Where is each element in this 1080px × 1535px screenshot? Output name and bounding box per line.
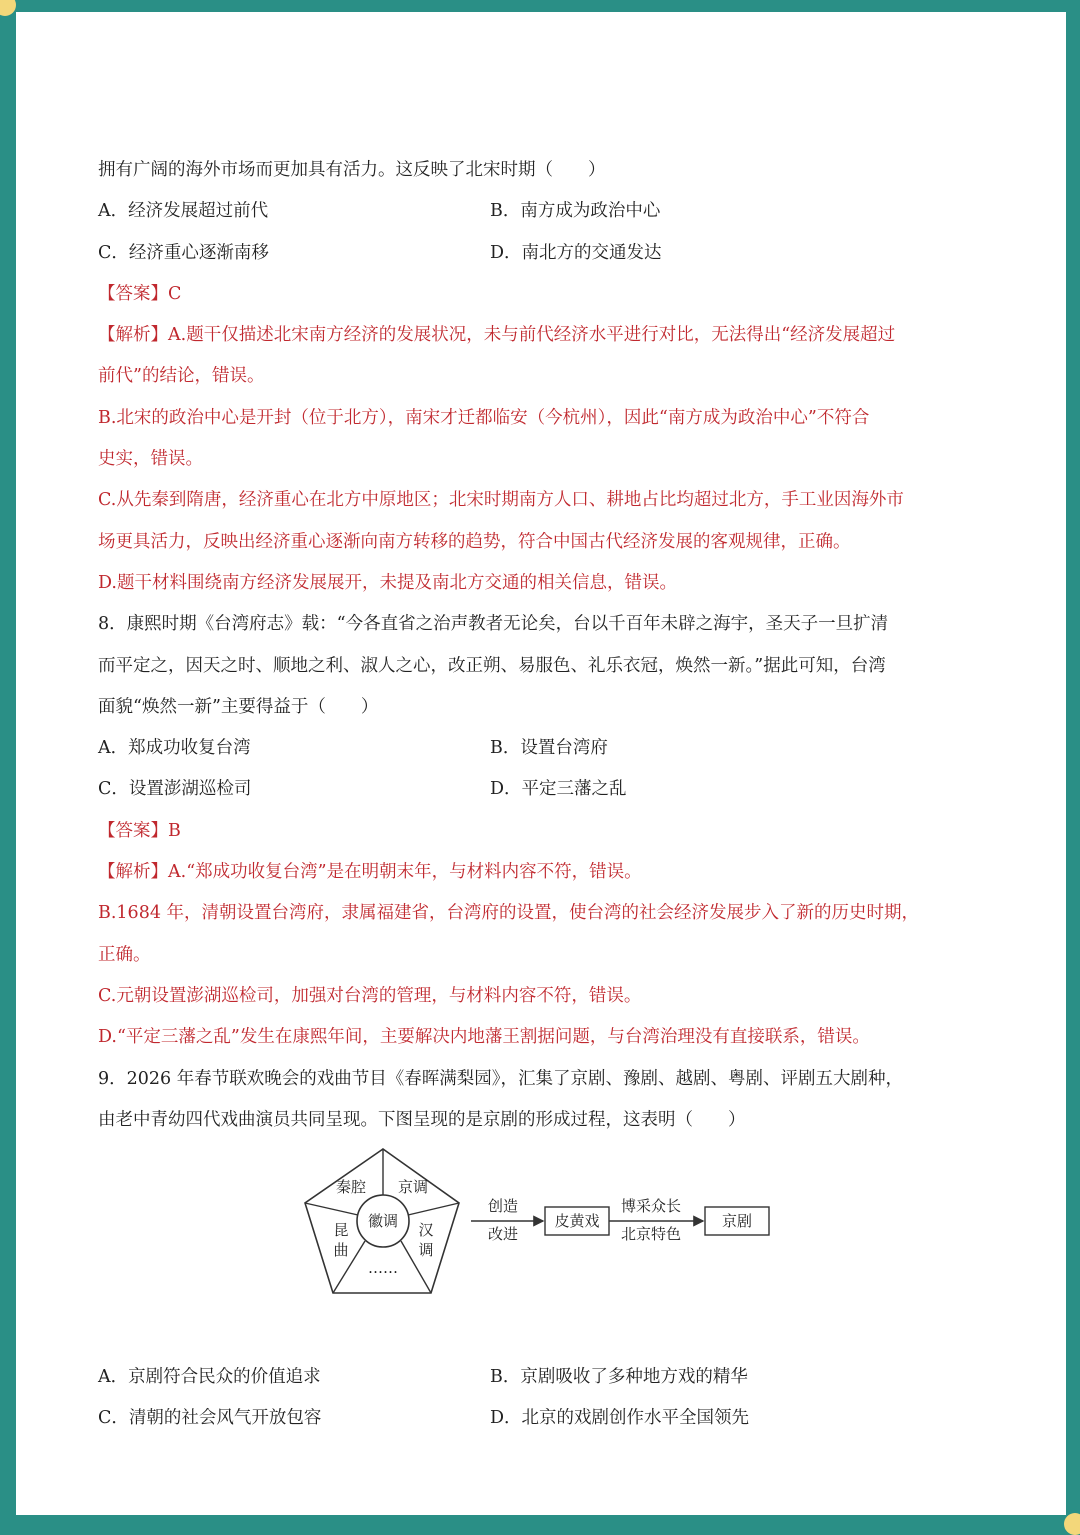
q8-option-b: B．设置台湾府 [490,738,608,759]
q7-analysis-line: 场更具活力，反映出经济重心逐渐向南方转移的趋势，符合中国古代经济发展的客观规律，正确。 [98,531,851,552]
q8-option-d: D．平定三藩之乱 [490,779,627,800]
answer-letter: B [168,820,181,841]
q9-option-c: C．清朝的社会风气开放包容 [98,1408,322,1429]
q9-stem-line: 由老中青幼四代戏曲演员共同呈现。下图呈现的是京剧的形成过程，这表明（ ） [98,1109,746,1130]
corner-decoration [0,0,16,16]
q8-analysis-line: B.1684 年，清朝设置台湾府，隶属福建省，台湾府的设置，使台湾的社会经济发展步入了新的历史时期， [98,903,920,924]
q9-stem-line: 9．2026 年春节联欢晚会的戏曲节目《春晖满梨园》，汇集了京剧、豫剧、越剧、粤剧、评剧五大剧种， [98,1068,903,1089]
q7-analysis-line: 史实，错误。 [98,449,203,470]
q7-analysis-line: 前代”的结论，错误。 [98,366,265,387]
diagram-svg [303,1145,783,1305]
diagram-label-diao: 调 [418,1241,434,1260]
box-pihuangxi-label: 皮黄戏 [554,1212,600,1231]
q8-analysis-line: 正确。 [98,944,151,965]
q8-options-row1 [98,728,988,769]
q7-option-b: B．南方成为政治中心 [490,201,661,222]
q7-option-c: C．经济重心逐渐南移 [98,242,269,263]
q9-option-b: B．京剧吸收了多种地方戏的精华 [490,1367,748,1388]
q8-stem-line: 8．康熙时期《台湾府志》载：“今各直省之治声教者无论矣，台以千百年未辟之海宇，圣天子一旦扩清 [98,614,889,635]
q8-option-a: A．郑成功收复台湾 [98,738,251,759]
diagram-label-han: 汉 [418,1221,434,1240]
q8-options-row2 [98,769,988,810]
peking-opera-formation-diagram [98,1141,988,1357]
q7-analysis-line: C.从先秦到隋唐，经济重心在北方中原地区；北宋时期南方人口、耕地占比均超过北方，手工业因海外市 [98,490,904,511]
answer-tag: 【答案】 [98,820,168,841]
corner-decoration [1064,1513,1080,1535]
q7-stem: 拥有广阔的海外市场而更加具有活力。这反映了北宋时期（ ） [98,160,606,180]
diagram-label-jingdiao: 京调 [397,1178,429,1197]
diagram-center-label: 徽调 [367,1212,399,1231]
answer-letter: C [168,283,182,304]
diagram-label-ellipsis: …… [368,1259,398,1278]
q7-analysis-line: D.题干材料围绕南方经济发展展开，未提及南北方交通的相关信息，错误。 [98,572,677,593]
q9-option-d: D．北京的戏剧创作水平全国领先 [490,1408,750,1429]
document-page [16,12,1066,1515]
q7-option-a: A．经济发展超过前代 [98,201,269,222]
q7-analysis-line: B.北宋的政治中心是开封（位于北方），南宋才迁都临安（今杭州），因此“南方成为政治中心”不符合 [98,407,870,428]
q7-option-d: D．南北方的交通发达 [490,242,662,263]
q8-analysis-line: C.元朝设置澎湖巡检司，加强对台湾的管理，与材料内容不符，错误。 [98,985,642,1006]
page-content [98,150,988,1440]
q7-options-row1 [98,191,988,232]
arrow-2-label-bottom: 北京特色 [620,1225,682,1244]
q8-analysis-line: 【解析】A.“郑成功收复台湾”是在明朝末年，与材料内容不符，错误。 [98,862,642,883]
q8-option-c: C．设置澎湖巡检司 [98,779,252,800]
q7-options-row2 [98,233,988,274]
q7-answer [98,274,988,315]
diagram-label-qu: 曲 [333,1241,349,1260]
arrow-1-label-top: 创造 [487,1197,519,1216]
q9-option-a: A．京剧符合民众的价值追求 [98,1367,321,1388]
diagram-label-qinqiang: 秦腔 [335,1178,367,1197]
q9-options-row1 [98,1357,988,1398]
box-jingju-label: 京剧 [721,1212,753,1231]
q8-analysis-line: D.“平定三藩之乱”发生在康熙年间，主要解决内地藩王割据问题，与台湾治理没有直接联系，错误。 [98,1027,870,1048]
arrow-1-label-bottom: 改进 [487,1225,519,1244]
arrow-2-label-top: 博采众长 [620,1197,682,1216]
answer-tag: 【答案】 [98,283,168,304]
q7-analysis-line: 【解析】A.题干仅描述北宋南方经济的发展状况，未与前代经济水平进行对比，无法得出“经济发展超过 [98,325,896,346]
q8-stem-line: 而平定之，因天之时、顺地之利、淑人之心，改正朔、易服色、礼乐衣冠，焕然一新。”据此可知，台湾 [98,655,886,676]
q9-options-row2 [98,1398,988,1439]
diagram-label-kun: 昆 [333,1221,349,1240]
q8-answer [98,811,988,852]
analysis-tag: 【解析】 [98,862,168,883]
q8-stem-line: 面貌“焕然一新”主要得益于（ ） [98,696,379,717]
analysis-tag: 【解析】 [98,325,168,346]
